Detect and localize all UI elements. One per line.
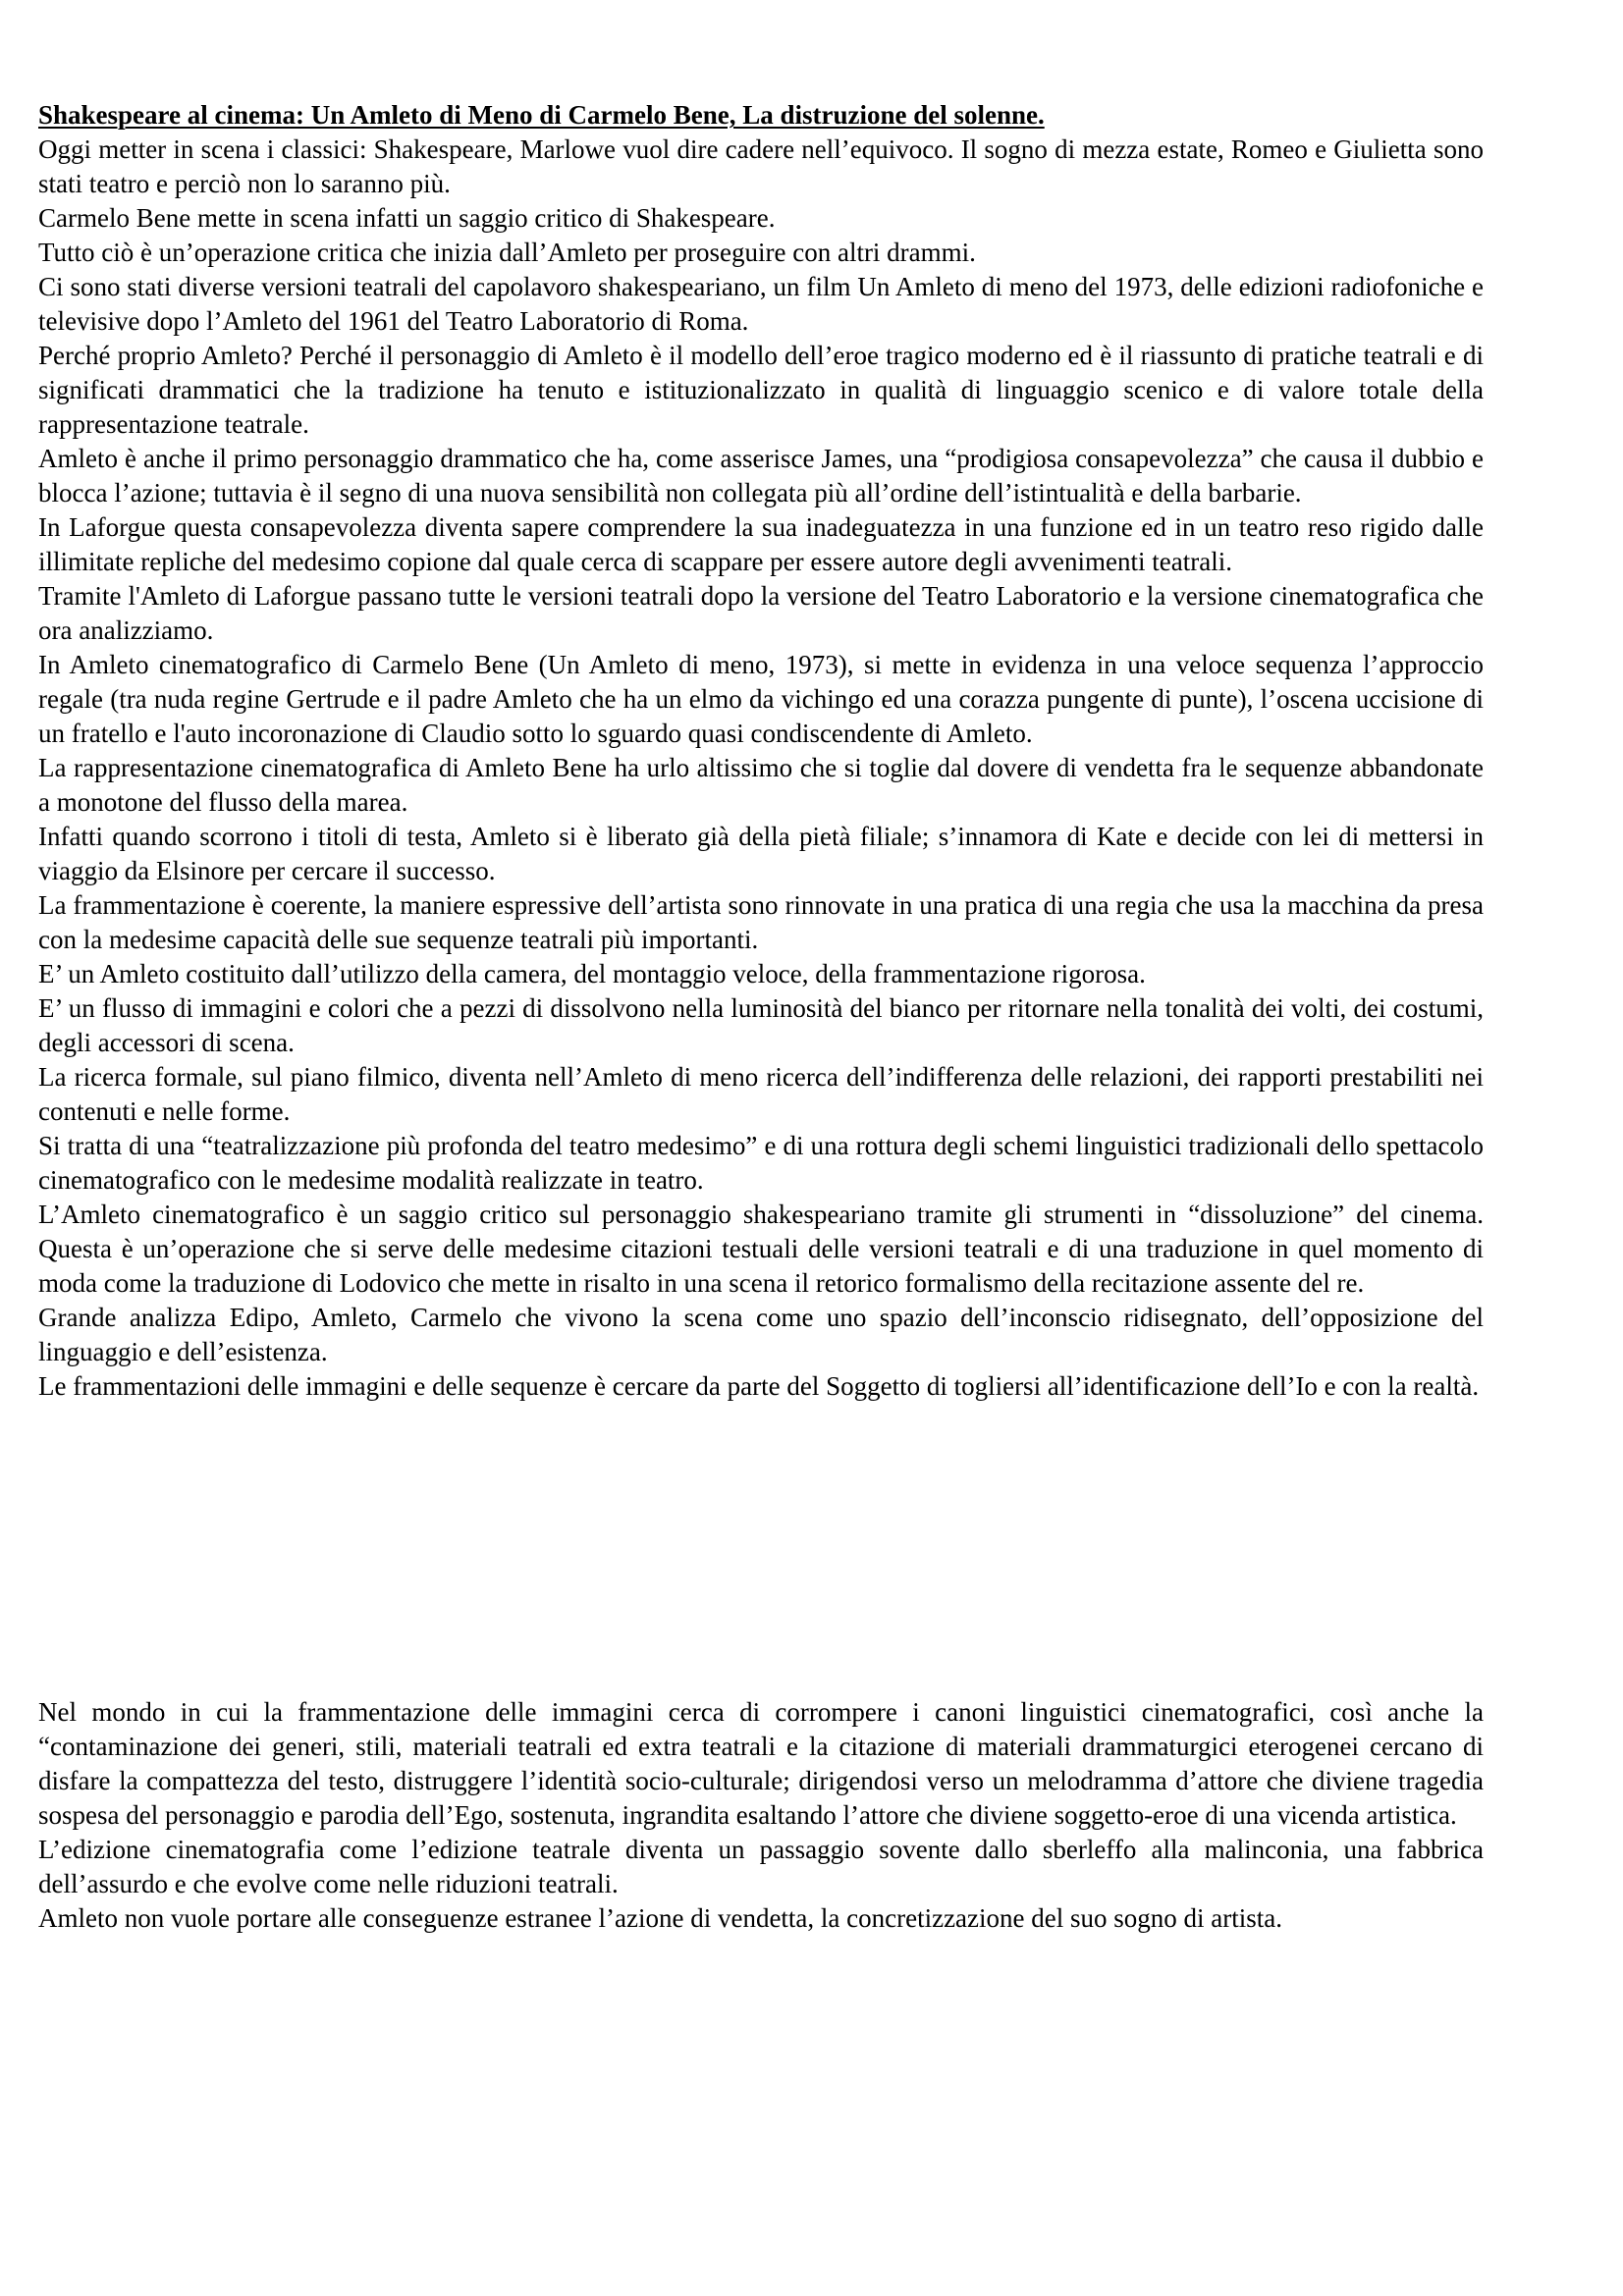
paragraph: La rappresentazione cinematografica di Amleto Bene ha urlo altissimo che si toglie dal dovere di vendetta fra le sequenze abbandonate a monotone del flusso della marea.	[38, 753, 1484, 817]
paragraph: E’ un Amleto costituito dall’utilizzo della camera, del montaggio veloce, della frammentazione rigorosa.	[38, 959, 1146, 988]
paragraph: Ci sono stati diverse versioni teatrali del capolavoro shakespeariano, un film Un Amleto di meno del 1973, delle edizioni radiofoniche e televisive dopo l’Amleto del 1961 del Teatro Laboratorio di Roma.	[38, 272, 1484, 336]
paragraph: Carmelo Bene mette in scena infatti un saggio critico di Shakespeare.	[38, 203, 776, 233]
paragraph: In Amleto cinematografico di Carmelo Bene (Un Amleto di meno, 1973), si mette in evidenza in una veloce sequenza l’approccio regale (tra nuda regine Gertrude e il padre Amleto che ha un elmo da vichingo ed una corazza pungente di punte), l’oscena uccisione di un fratello e l'auto incoronazione di Claudio sotto lo sguardo quasi condiscendente di Amleto.	[38, 650, 1484, 748]
second-text-block	[38, 1695, 1484, 1936]
paragraph: Tutto ciò è un’operazione critica che inizia dall’Amleto per proseguire con altri drammi.	[38, 238, 976, 267]
paragraph: L’Amleto cinematografico è un saggio critico sul personaggio shakespeariano tramite gli strumenti in “dissoluzione” del cinema. Questa è un’operazione che si serve delle medesime citazioni testuali delle versioni teatrali e di una traduzione in quel momento di moda come la traduzione di Lodovico che mette in risalto in una scena il retorico formalismo della recitazione assente del re.	[38, 1200, 1484, 1298]
paragraph: In Laforgue questa consapevolezza diventa sapere comprendere la sua inadeguatezza in una funzione ed in un teatro reso rigido dalle illimitate repliche del medesimo copione dal quale cerca di scappare per essere autore degli avvenimenti teatrali.	[38, 512, 1484, 576]
document-title: Shakespeare al cinema: Un Amleto di Meno di Carmelo Bene, La distruzione del solenne.	[38, 100, 1045, 130]
paragraph: L’edizione cinematografia come l’edizione teatrale diventa un passaggio sovente dallo sberleffo alla malinconia, una fabbrica dell’assurdo e che evolve come nelle riduzioni teatrali.	[38, 1835, 1484, 1898]
paragraph: Perché proprio Amleto? Perché il personaggio di Amleto è il modello dell’eroe tragico moderno ed è il riassunto di pratiche teatrali e di significati drammatici che la tradizione ha tenuto e istituzionalizzato in qualità di linguaggio scenico e di valore totale della rappresentazione teatrale.	[38, 341, 1484, 439]
paragraph: Grande analizza Edipo, Amleto, Carmelo che vivono la scena come uno spazio dell’inconscio ridisegnato, dell’opposizione del linguaggio e dell’esistenza.	[38, 1303, 1484, 1366]
paragraph: Amleto non vuole portare alle conseguenze estranee l’azione di vendetta, la concretizzazione del suo sogno di artista.	[38, 1903, 1282, 1933]
paragraph: La frammentazione è coerente, la maniere espressive dell’artista sono rinnovate in una pratica di una regia che usa la macchina da presa con la medesime capacità delle sue sequenze teatrali più importanti.	[38, 890, 1484, 954]
paragraph: Oggi metter in scena i classici: Shakespeare, Marlowe vuol dire cadere nell’equivoco. Il sogno di mezza estate, Romeo e Giulietta sono stati teatro e perciò non lo saranno più.	[38, 134, 1484, 198]
paragraph: E’ un flusso di immagini e colori che a pezzi di dissolvono nella luminosità del bianco per ritornare nella tonalità dei volti, dei costumi, degli accessori di scena.	[38, 993, 1484, 1057]
paragraph: Nel mondo in cui la frammentazione delle immagini cerca di corrompere i canoni linguistici cinematografici, così anche la “contaminazione dei generi, stili, materiali teatrali ed extra teatrali e la citazione di materiali drammaturgici eterogenei cercano di disfare la compattezza del testo, distruggere l’identità socio-culturale; dirigendosi verso un melodramma d’attore che diviene tragedia sospesa del personaggio e parodia dell’Ego, sostenuta, ingrandita esaltando l’attore che diviene soggetto-eroe di una vicenda artistica.	[38, 1697, 1484, 1830]
main-text-block	[38, 98, 1484, 1404]
paragraph: Amleto è anche il primo personaggio drammatico che ha, come asserisce James, una “prodigiosa consapevolezza” che causa il dubbio e blocca l’azione; tuttavia è il segno di una nuova sensibilità non collegata più all’ordine dell’istintualità e della barbarie.	[38, 444, 1484, 507]
paragraph: Infatti quando scorrono i titoli di testa, Amleto si è liberato già della pietà filiale; s’innamora di Kate e decide con lei di mettersi in viaggio da Elsinore per cercare il successo.	[38, 822, 1484, 885]
paragraph: Si tratta di una “teatralizzazione più profonda del teatro medesimo” e di una rottura degli schemi linguistici tradizionali dello spettacolo cinematografico con le medesime modalità realizzate in teatro.	[38, 1131, 1484, 1195]
paragraph: Le frammentazioni delle immagini e delle sequenze è cercare da parte del Soggetto di togliersi all’identificazione dell’Io e con la realtà.	[38, 1371, 1480, 1401]
paragraph: Tramite l'Amleto di Laforgue passano tutte le versioni teatrali dopo la versione del Teatro Laboratorio e la versione cinematografica che ora analizziamo.	[38, 581, 1484, 645]
paragraph: La ricerca formale, sul piano filmico, diventa nell’Amleto di meno ricerca dell’indifferenza delle relazioni, dei rapporti prestabiliti nei contenuti e nelle forme.	[38, 1062, 1484, 1126]
